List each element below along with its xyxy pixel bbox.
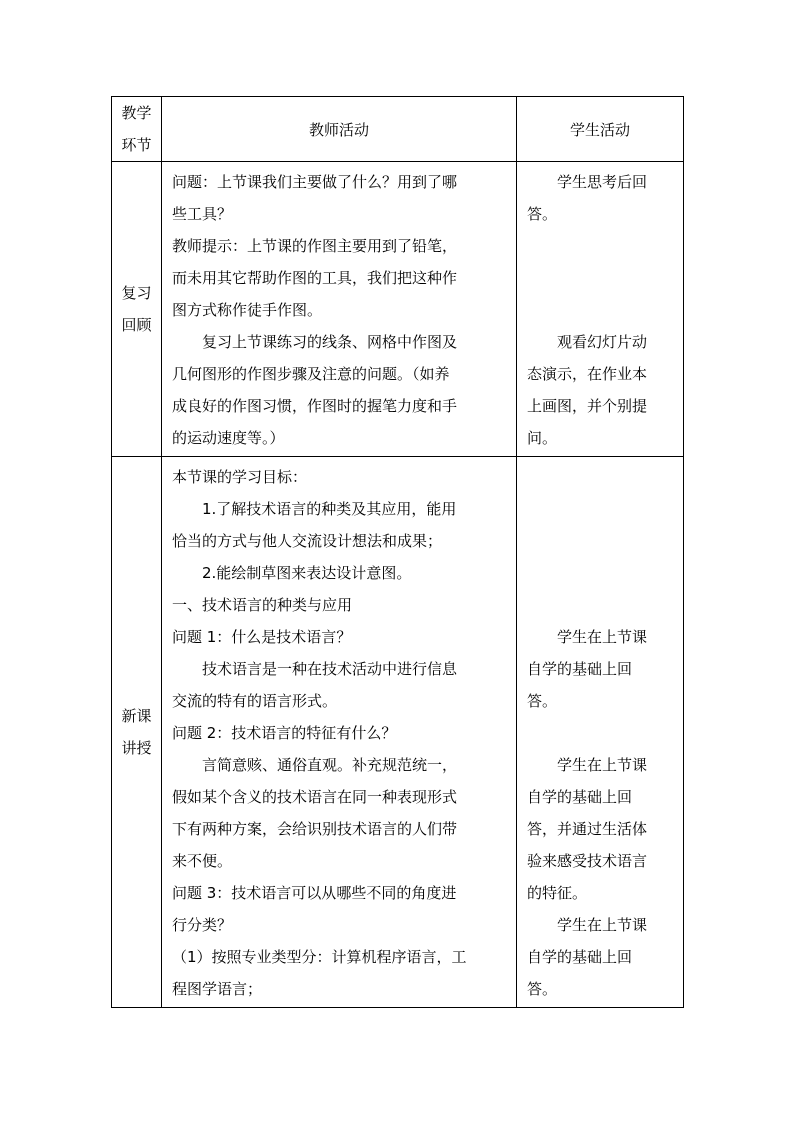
review-student-line: 观看幻灯片动 <box>557 333 648 351</box>
lesson-plan-table <box>111 96 684 1008</box>
review-stage-line2: 回顾 <box>121 316 152 334</box>
new-lesson-teacher-line: 1.了解技术语言的种类及其应用，能用 <box>202 500 457 518</box>
new-lesson-student-line: 的特征。 <box>527 884 588 902</box>
new-lesson-student-line: 验来感受技术语言 <box>527 852 648 870</box>
new-lesson-teacher-line: 2.能绘制草图来表达设计意图。 <box>202 564 412 582</box>
review-teacher-line: 些工具？ <box>172 205 233 223</box>
new-lesson-teacher-cell <box>162 457 517 1008</box>
header-teacher-cell: 教师活动 <box>162 97 517 162</box>
new-lesson-teacher-line: 来不便。 <box>172 852 233 870</box>
new-lesson-student-line: 学生在上节课 <box>557 756 648 774</box>
new-lesson-teacher-line: 交流的特有的语言形式。 <box>172 692 338 710</box>
table-header-row <box>112 97 684 162</box>
header-stage-line2: 环节 <box>121 136 152 154</box>
review-teacher-line: 成良好的作图习惯，作图时的握笔力度和手 <box>172 397 458 415</box>
new-lesson-student-cell <box>517 457 684 1008</box>
new-lesson-student-line: 自学的基础上回 <box>527 948 633 966</box>
new-lesson-student-line: 答。 <box>527 692 558 710</box>
new-lesson-row <box>112 457 684 1008</box>
header-stage-cell <box>112 97 162 162</box>
review-teacher-line: 问题：上节课我们主要做了什么？用到了哪 <box>172 173 458 191</box>
review-stage-line1: 复习 <box>121 284 152 302</box>
new-lesson-student-line: 自学的基础上回 <box>527 660 633 678</box>
new-lesson-student-line: 学生在上节课 <box>557 916 648 934</box>
review-student-line: 问。 <box>527 429 558 447</box>
new-lesson-teacher-line: 本节课的学习目标： <box>172 468 308 486</box>
review-student-line: 态演示，在作业本 <box>527 365 648 383</box>
new-lesson-teacher-line: 问题 2：技术语言的特征有什么？ <box>172 724 397 742</box>
new-lesson-student-line: 答。 <box>527 980 558 998</box>
header-stage-line1: 教学 <box>121 104 152 122</box>
new-lesson-stage-line2: 讲授 <box>121 739 152 757</box>
review-teacher-line: 图方式称作徒手作图。 <box>172 301 323 319</box>
new-lesson-teacher-line: 问题 1：什么是技术语言？ <box>172 628 352 646</box>
new-lesson-student-line: 答，并通过生活体 <box>527 820 648 838</box>
new-lesson-student-line: 学生在上节课 <box>557 628 648 646</box>
review-student-line: 学生思考后回 <box>557 173 648 191</box>
review-stage-cell <box>112 162 162 457</box>
new-lesson-student-line: 自学的基础上回 <box>527 788 633 806</box>
new-lesson-teacher-line: 一、技术语言的种类与应用 <box>172 596 353 614</box>
new-lesson-teacher-line: 言简意赅、通俗直观。补充规范统一， <box>202 756 458 774</box>
review-teacher-line: 复习上节课练习的线条、网格中作图及 <box>202 333 458 351</box>
review-teacher-cell <box>162 162 517 457</box>
new-lesson-stage-line1: 新课 <box>121 707 152 725</box>
new-lesson-teacher-line: 假如某个含义的技术语言在同一种表现形式 <box>172 788 458 806</box>
review-teacher-line: 而未用其它帮助作图的工具，我们把这种作 <box>172 269 458 287</box>
new-lesson-teacher-line: 下有两种方案，会给识别技术语言的人们带 <box>172 820 458 838</box>
header-student-cell: 学生活动 <box>517 97 684 162</box>
new-lesson-teacher-line: 行分类？ <box>172 916 233 934</box>
new-lesson-teacher-line: （1）按照专业类型分：计算机程序语言，工 <box>172 948 467 966</box>
new-lesson-stage-cell <box>112 457 162 1008</box>
review-teacher-line: 的运动速度等。） <box>172 429 285 447</box>
review-teacher-line: 几何图形的作图步骤及注意的问题。（如养 <box>172 365 450 383</box>
new-lesson-teacher-line: 程图学语言； <box>172 980 263 998</box>
review-student-cell <box>517 162 684 457</box>
new-lesson-teacher-line: 技术语言是一种在技术活动中进行信息 <box>202 660 458 678</box>
review-teacher-line: 教师提示：上节课的作图主要用到了铅笔， <box>172 237 458 255</box>
review-student-line: 上画图，并个别提 <box>527 397 648 415</box>
review-student-line: 答。 <box>527 205 558 223</box>
review-row <box>112 162 684 457</box>
new-lesson-teacher-line: 恰当的方式与他人交流设计想法和成果； <box>172 532 443 550</box>
new-lesson-teacher-line: 问题 3：技术语言可以从哪些不同的角度进 <box>172 884 457 902</box>
